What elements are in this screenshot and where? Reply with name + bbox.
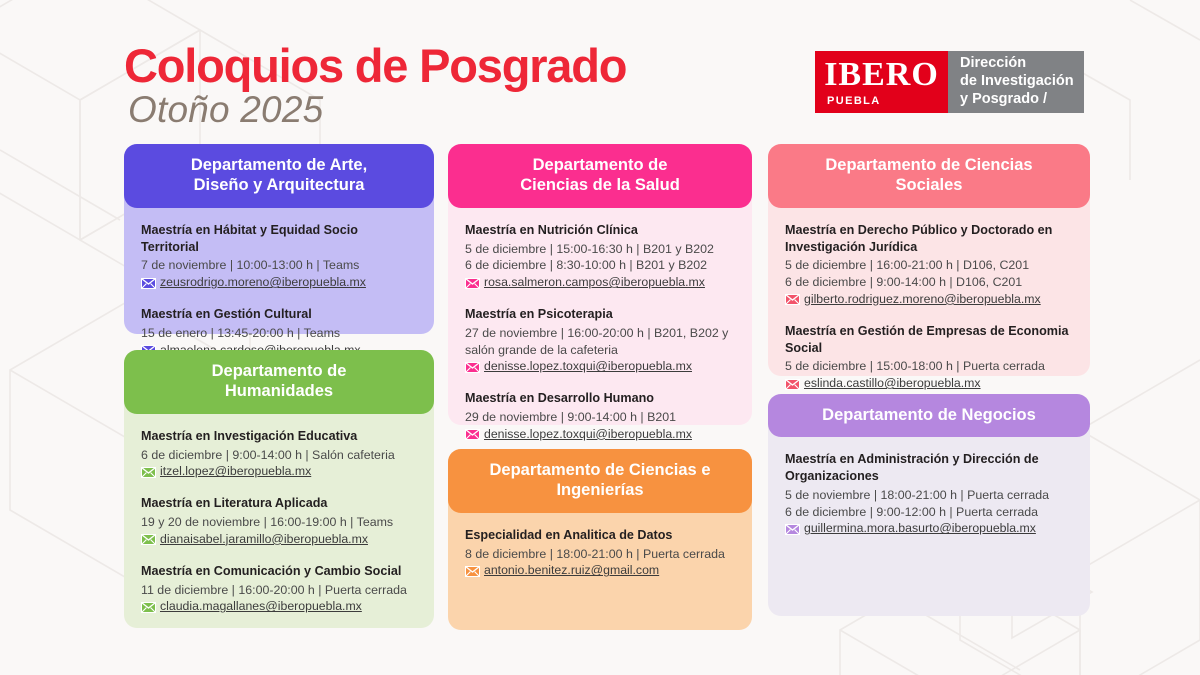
program-schedule-line: 29 de noviembre | 9:00-14:00 h | B201 (465, 410, 677, 425)
program-email-link[interactable] (141, 599, 418, 615)
program-name: Maestría en Literatura Aplicada (141, 496, 328, 511)
program-email-text: rosa.salmeron.campos@iberopuebla.mx (484, 275, 705, 290)
program-schedule-line: 7 de noviembre | 10:00-13:00 h | Teams (141, 258, 360, 273)
program-name: Maestría en Gestión Cultural (141, 307, 312, 322)
department-card-arte (124, 144, 434, 340)
program-email-text: denisse.lopez.toxqui@iberopuebla.mx (484, 359, 692, 374)
email-icon (785, 294, 800, 305)
page-subtitle: Otoño 2025 (128, 88, 324, 130)
program-schedule-line: 6 de diciembre | 9:00-12:00 h | Puerta cerrada (785, 504, 1039, 519)
program-name: Maestría en Investigación Educativa (141, 428, 358, 443)
email-icon (785, 379, 800, 390)
program-name: Maestría en Nutrición Clínica (465, 222, 638, 237)
card-header-sociales (768, 144, 1090, 208)
email-icon (141, 278, 156, 289)
program-schedule-line: 19 y 20 de noviembre | 16:00-19:00 h | Teams (141, 515, 394, 530)
card-body-arte (124, 208, 434, 369)
program-email-text: itzel.lopez@iberopuebla.mx (160, 464, 312, 479)
program-name: Maestría en Desarrollo Humano (465, 391, 654, 406)
email-icon (465, 362, 480, 373)
program-email-link[interactable] (465, 275, 736, 291)
program-entry (465, 390, 736, 442)
page-title-block (124, 39, 627, 130)
card-title-line-1: Departamento de Ciencias e (489, 461, 711, 479)
program-schedule-line: 5 de noviembre | 18:00-21:00 h | Puerta cerrada (785, 487, 1050, 502)
card-title-line-2: Humanidades (224, 382, 334, 401)
program-email-link[interactable] (465, 427, 736, 443)
program-schedule-line: 6 de diciembre | 9:00-14:00 h | Salón cafeteria (141, 447, 395, 462)
department-card-salud (448, 144, 752, 441)
page-title: Coloquios de Posgrado (124, 39, 627, 92)
program-email-link[interactable] (141, 532, 418, 548)
program-entry (141, 428, 418, 480)
program-email-link[interactable] (141, 275, 418, 291)
program-email-text: eslinda.castillo@iberopuebla.mx (804, 376, 981, 391)
program-schedule-line: 6 de diciembre | 8:30-10:00 h | B201 y B202 (465, 258, 708, 273)
card-body-negocios (768, 437, 1090, 547)
card-title-line-2: Diseño y Arquitectura (193, 176, 365, 195)
card-title-line-2: Ciencias de la Salud (520, 176, 680, 195)
program-schedule-line: 8 de diciembre | 18:00-21:00 h | Puerta cerrada (465, 546, 725, 561)
card-title-line-1: Departamento de Ciencias (825, 156, 1033, 174)
logo-brand-block (815, 51, 948, 113)
program-name: Maestría en Administración y Dirección de Organizaciones (785, 452, 1039, 484)
email-icon (465, 566, 480, 577)
card-body-ingenierias (448, 513, 752, 589)
program-email-text: denisse.lopez.toxqui@iberopuebla.mx (484, 426, 692, 441)
card-body-sociales (768, 208, 1090, 402)
program-name: Maestría en Derecho Público y Doctorado en Investigación Jurídica (785, 222, 1053, 254)
program-email-text: claudia.magallanes@iberopuebla.mx (160, 599, 362, 614)
program-schedule-line: 27 de noviembre | 16:00-20:00 h | B201, B202 y (465, 325, 729, 340)
department-card-sociales (768, 144, 1090, 391)
program-name: Maestría en Comunicación y Cambio Social (141, 563, 402, 578)
card-header-arte (124, 144, 434, 208)
department-card-negocios (768, 394, 1090, 616)
program-schedule-line: 15 de enero | 13:45-20:00 h | Teams (141, 325, 341, 340)
card-title-line-2: Ingenierías (556, 481, 644, 500)
program-email-text: antonio.benitez.ruiz@gmail.com (484, 563, 660, 578)
logo-division-line-3: y Posgrado / (960, 90, 1048, 107)
program-email-text: gilberto.rodriguez.moreno@iberopuebla.mx (804, 291, 1041, 306)
program-name: Especialidad en Analitica de Datos (465, 527, 673, 542)
program-entry (785, 222, 1074, 308)
program-entry (465, 527, 736, 579)
card-title-line-1: Departamento de (532, 156, 668, 174)
program-email-link[interactable] (785, 521, 1074, 537)
program-schedule-line: 6 de diciembre | 9:00-14:00 h | D106, C201 (785, 275, 1023, 290)
card-title-line-1: Departamento de (211, 362, 347, 380)
program-entry (785, 323, 1074, 392)
program-entry (141, 495, 418, 547)
email-icon (785, 524, 800, 535)
card-header-salud (448, 144, 752, 208)
program-entry (141, 222, 418, 291)
program-email-link[interactable] (465, 359, 736, 375)
department-card-ingenierias (448, 449, 752, 630)
email-icon (465, 278, 480, 289)
program-schedule-line: 5 de diciembre | 15:00-18:00 h | Puerta cerrada (785, 359, 1045, 374)
logo-division-block (948, 51, 1084, 113)
program-name: Maestría en Gestión de Empresas de Economia Social (785, 323, 1069, 355)
program-schedule-line: 5 de diciembre | 16:00-21:00 h | D106, C201 (785, 258, 1030, 273)
logo-division-line-1: Dirección (960, 55, 1027, 72)
program-entry (465, 306, 736, 375)
program-email-text: zeusrodrigo.moreno@iberopuebla.mx (160, 275, 366, 290)
email-icon (465, 429, 480, 440)
program-email-text: guillermina.mora.basurto@iberopuebla.mx (804, 521, 1036, 536)
email-icon (141, 602, 156, 613)
program-email-link[interactable] (141, 464, 418, 480)
program-email-link[interactable] (785, 292, 1074, 308)
program-email-link[interactable] (785, 376, 1074, 392)
email-icon (141, 467, 156, 478)
card-title-line-1: Departamento de Arte, (190, 156, 368, 174)
card-body-humanidades (124, 414, 434, 625)
program-email-link[interactable] (465, 563, 736, 579)
email-icon (141, 534, 156, 545)
program-name: Maestría en Psicoterapia (465, 307, 613, 322)
program-schedule-line: salón grande de la cafeteria (465, 342, 618, 357)
logo-campus-text: PUEBLA (827, 94, 881, 107)
logo-brand-text: IBERO (824, 55, 939, 93)
program-name: Maestría en Hábitat y Equidad Socio Territorial (141, 222, 358, 254)
card-title-line-2: Sociales (895, 176, 963, 195)
card-title-line-1: Departamento de Negocios (822, 406, 1036, 424)
program-email-text: dianaisabel.jaramillo@iberopuebla.mx (160, 531, 368, 546)
card-header-negocios (768, 394, 1090, 437)
program-entry (141, 563, 418, 615)
program-entry (785, 451, 1074, 537)
program-entry (465, 222, 736, 291)
logo-division-line-2: de Investigación (960, 73, 1074, 90)
department-card-humanidades (124, 350, 434, 628)
card-header-humanidades (124, 350, 434, 414)
program-schedule-line: 11 de diciembre | 16:00-20:00 h | Puerta cerrada (141, 582, 407, 597)
ibero-puebla-logo (815, 51, 1084, 113)
card-header-ingenierias (448, 449, 752, 513)
program-schedule-line: 5 de diciembre | 15:00-16:30 h | B201 y B202 (465, 241, 714, 256)
card-body-salud (448, 208, 752, 453)
